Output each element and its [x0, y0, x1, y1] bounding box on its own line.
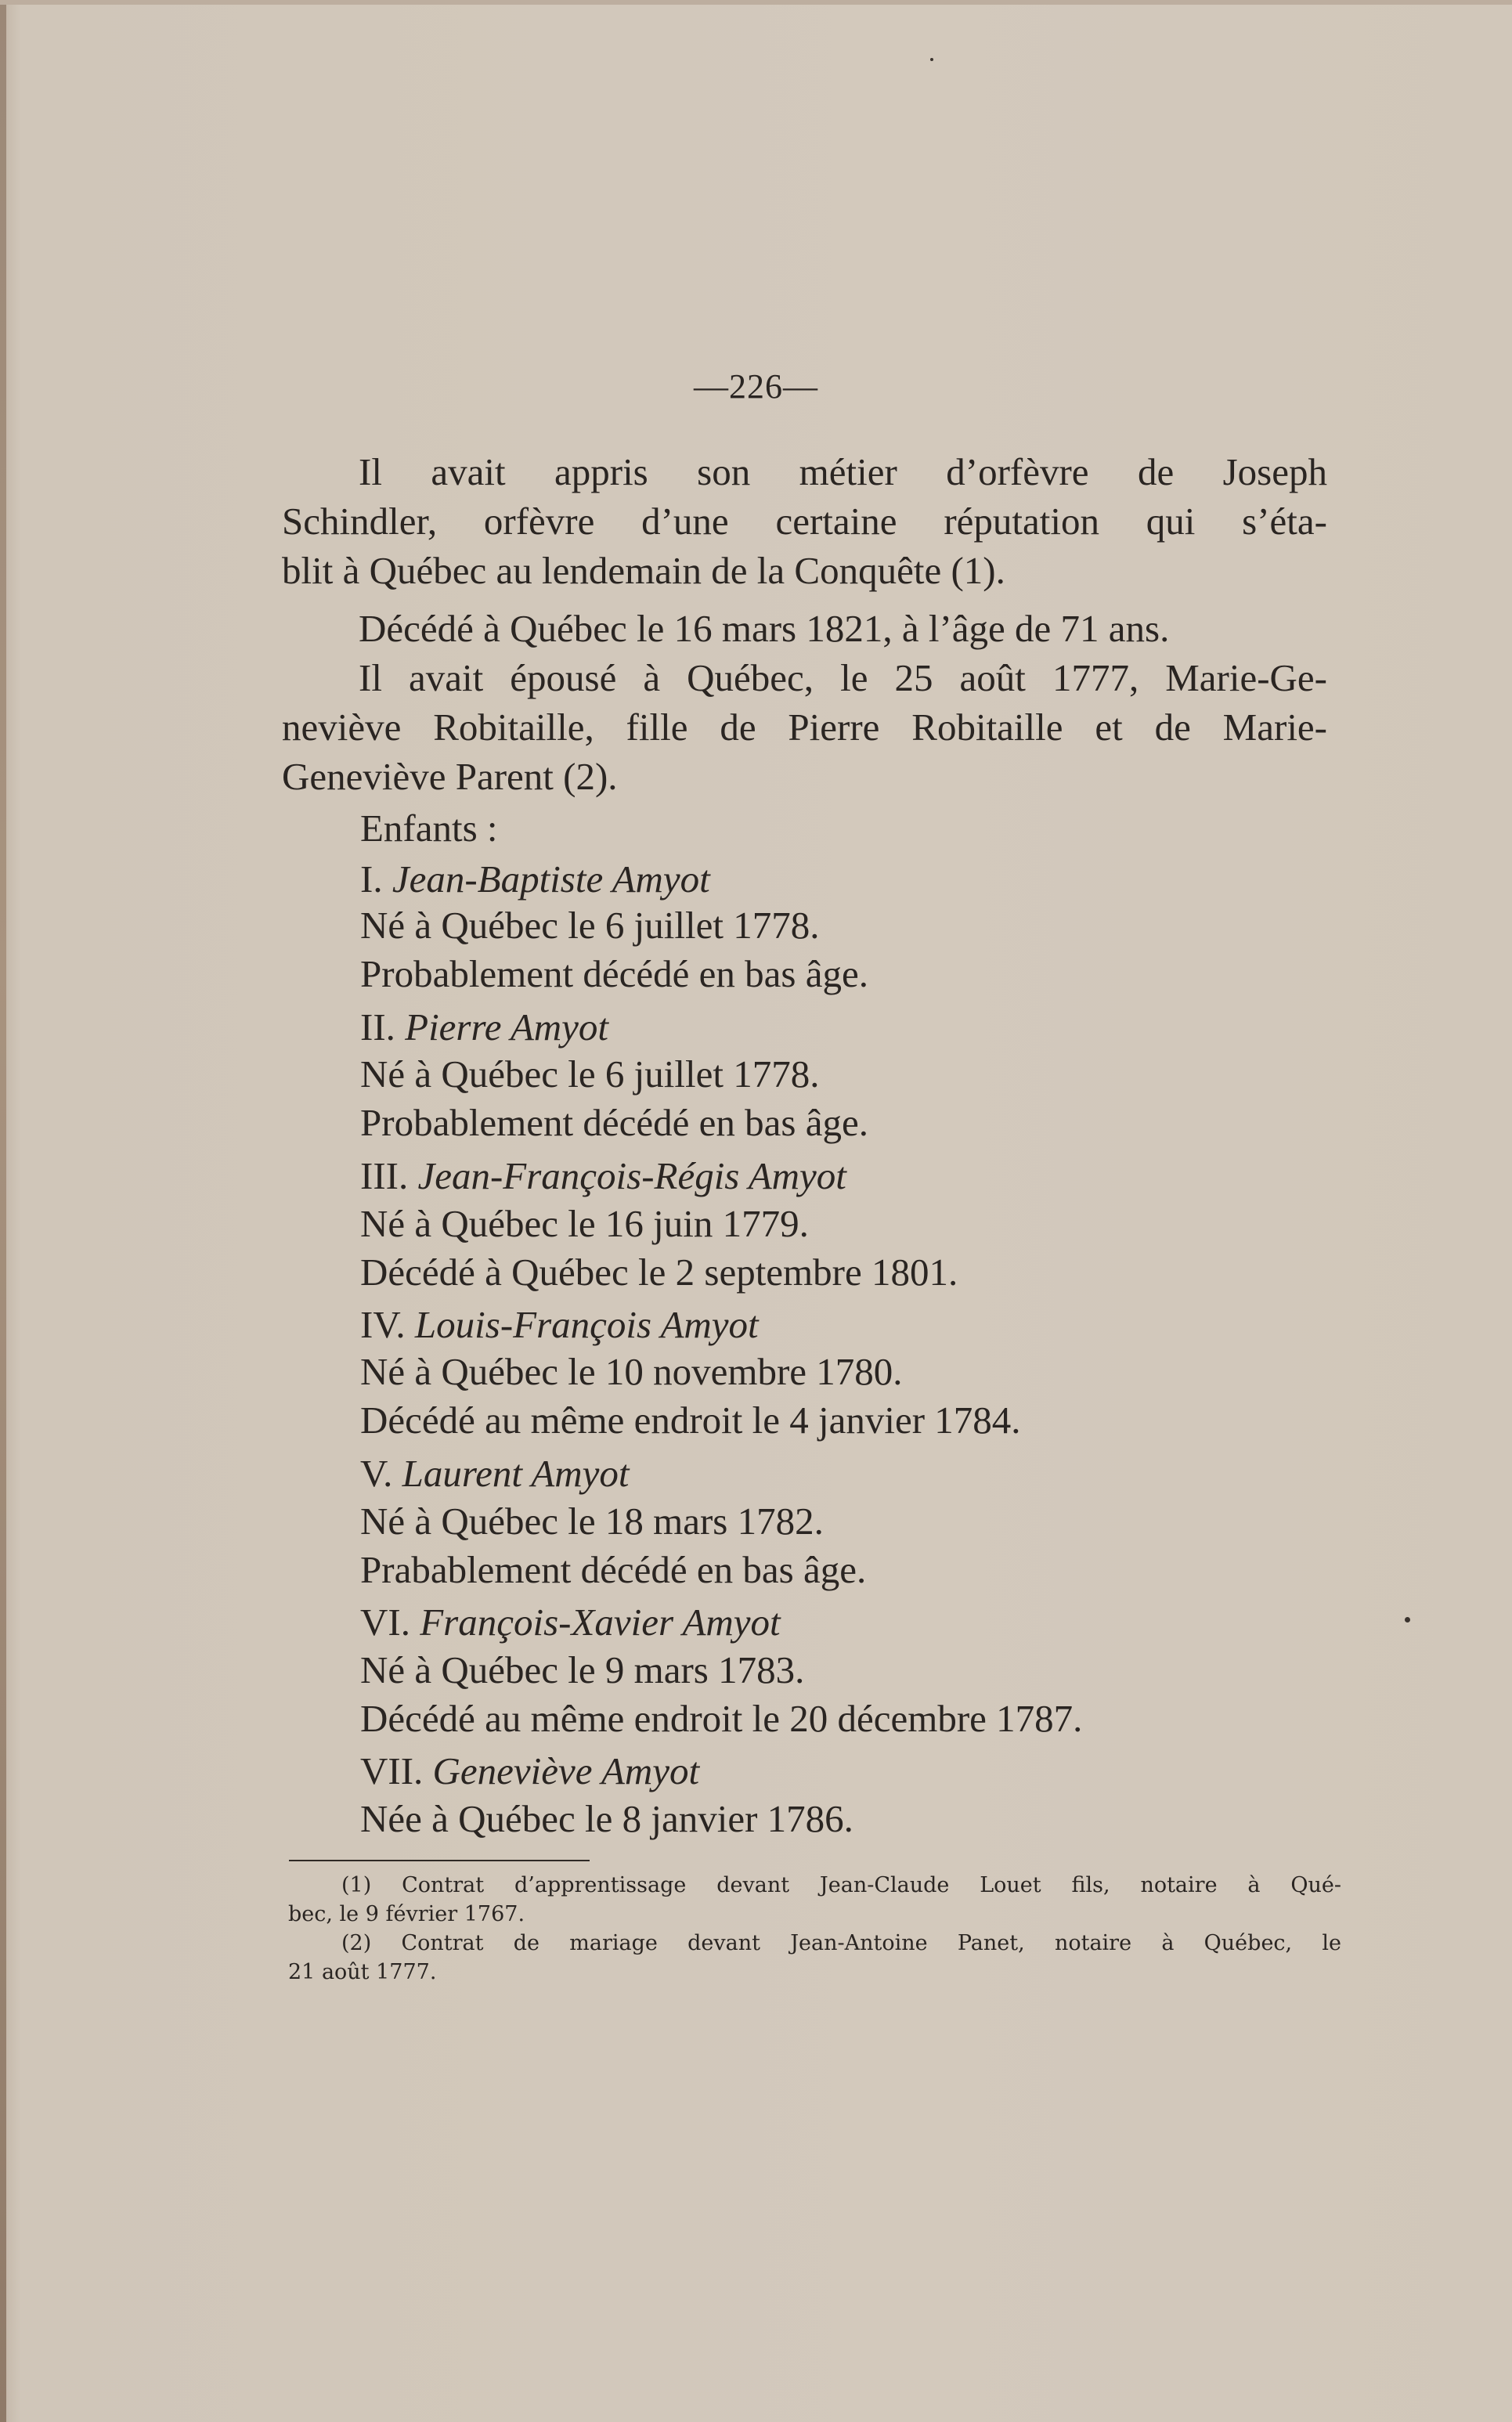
child-numeral: V.	[360, 1452, 393, 1495]
child-death: Prabablement décédé en bas âge.	[360, 1548, 867, 1591]
page-edge	[0, 0, 6, 2422]
enfants-heading: Enfants :	[360, 807, 498, 850]
child-name: Jean-Baptiste Amyot	[392, 857, 710, 901]
child-heading	[360, 1449, 630, 1498]
child-name: François-Xavier Amyot	[420, 1601, 781, 1644]
footnote-2	[288, 1929, 1341, 1987]
text-line: blit à Québec au lendemain de la Conquête (1).	[282, 549, 1005, 592]
child-heading	[360, 1002, 608, 1052]
child-heading	[360, 854, 710, 904]
child-name: Pierre Amyot	[405, 1005, 609, 1049]
footnote-rule	[289, 1860, 590, 1861]
child-birth: Né à Québec le 10 novembre 1780.	[360, 1350, 903, 1393]
paragraph-marriage	[282, 653, 1327, 801]
child-death: Probablement décédé en bas âge.	[360, 952, 868, 995]
text-line: neviève Robitaille, fille de Pierre Robitaille et de Marie-	[282, 706, 1327, 749]
child-birth: Né à Québec le 16 juin 1779.	[360, 1202, 809, 1245]
child-numeral: II.	[360, 1005, 395, 1049]
child-numeral: III.	[360, 1154, 409, 1197]
text-line: Décédé à Québec le 16 mars 1821, à l’âge de 71 ans.	[359, 607, 1170, 650]
text-line: Il avait épousé à Québec, le 25 août 1777, Marie-Ge-	[359, 656, 1327, 699]
child-heading	[360, 1597, 781, 1647]
child-numeral: VI.	[360, 1601, 410, 1644]
text-line: Geneviève Parent (2).	[282, 755, 618, 798]
text-line: Il avait appris son métier d’orfèvre de Joseph	[359, 450, 1327, 493]
child-birth: Né à Québec le 6 juillet 1778.	[360, 1052, 820, 1095]
ink-speck	[1405, 1617, 1410, 1622]
child-numeral: IV.	[360, 1303, 406, 1346]
child-name: Jean-François-Régis Amyot	[417, 1154, 846, 1197]
child-death: Décédé au même endroit le 20 décembre 1787.	[360, 1697, 1083, 1740]
child-name: Geneviève Amyot	[432, 1749, 700, 1792]
child-death: Probablement décédé en bas âge.	[360, 1101, 868, 1144]
paragraph-apprenticeship	[282, 447, 1327, 595]
child-heading	[360, 1746, 699, 1796]
footnote-line: bec, le 9 février 1767.	[288, 1902, 525, 1926]
child-heading	[360, 1151, 846, 1200]
child-birth: Né à Québec le 6 juillet 1778.	[360, 904, 820, 947]
footnote-line: (2) Contrat de mariage devant Jean-Antoine Panet, notaire à Québec, le	[341, 1931, 1341, 1955]
page-top-edge	[0, 0, 1512, 5]
footnote-line: (1) Contrat d’apprentissage devant Jean-Claude Louet fils, notaire à Qué-	[341, 1873, 1341, 1897]
ink-speck	[930, 58, 933, 61]
child-numeral: VII.	[360, 1749, 424, 1792]
child-name: Louis-François Amyot	[414, 1303, 759, 1346]
child-name: Laurent Amyot	[402, 1452, 630, 1495]
footnote-line: 21 août 1777.	[288, 1960, 437, 1984]
child-numeral: I.	[360, 857, 383, 901]
child-birth: Né à Québec le 18 mars 1782.	[360, 1500, 824, 1543]
child-death: Décédé à Québec le 2 septembre 1801.	[360, 1251, 958, 1294]
paragraph-death	[282, 604, 1327, 653]
child-birth: Née à Québec le 8 janvier 1786.	[360, 1797, 853, 1840]
child-birth: Né à Québec le 9 mars 1783.	[360, 1648, 805, 1691]
page-number: —226—	[694, 367, 818, 406]
footnote-1	[288, 1871, 1341, 1929]
child-death: Décédé au même endroit le 4 janvier 1784.	[360, 1399, 1021, 1442]
child-heading	[360, 1300, 759, 1349]
text-line: Schindler, orfèvre d’une certaine réputation qui s’éta-	[282, 500, 1327, 543]
